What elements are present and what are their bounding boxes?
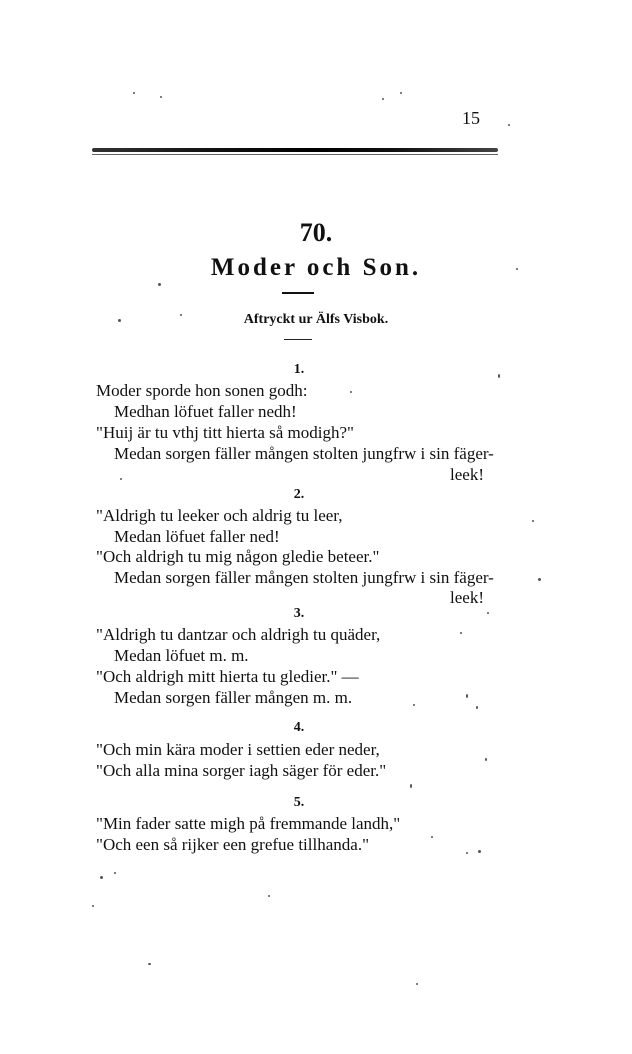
speck	[416, 983, 418, 985]
speck	[466, 694, 468, 698]
verse-line: "Aldrigh tu leeker och aldrig tu leer,	[96, 506, 343, 525]
verse-line: "Och alla mina sorger iagh säger för eder."	[96, 761, 387, 780]
speck	[410, 784, 412, 788]
song-title: Moder och Son.	[210, 254, 422, 281]
speck	[350, 391, 352, 393]
verse-refrain-line: Medan sorgen fäller mången m. m.	[114, 688, 353, 707]
speck	[148, 963, 151, 965]
stanza-number: 5.	[293, 795, 305, 810]
speck	[114, 872, 116, 874]
speck	[485, 758, 487, 761]
speck	[120, 478, 122, 480]
verse-line-continuation: leek!	[450, 465, 484, 484]
verse-line: "Aldrigh tu dantzar och aldrigh tu quäder,	[96, 625, 381, 644]
speck	[460, 632, 462, 634]
song-number: 70.	[299, 218, 333, 247]
header-rule	[92, 148, 498, 152]
verse-line-continuation: leek!	[450, 588, 484, 607]
speck	[532, 520, 534, 522]
page-number: 15	[462, 108, 480, 128]
speck	[268, 895, 270, 897]
header-rule-shadow	[92, 154, 498, 155]
verse-line: "Huij är tu vthj titt hierta så modigh?"	[96, 423, 354, 442]
speck	[180, 314, 182, 316]
speck	[508, 124, 510, 126]
speck	[100, 876, 103, 879]
verse-refrain-line: Medan sorgen fäller mången stolten jungfrw i sin fäger-	[114, 444, 494, 463]
speck	[478, 850, 481, 853]
speck	[476, 706, 478, 709]
verse-refrain-line: Medan löfuet faller ned!	[114, 527, 280, 546]
verse-refrain-line: Medhan löfuet faller nedh!	[114, 402, 297, 421]
verse-refrain-line: Medan sorgen fäller mången stolten jungfrw i sin fäger-	[114, 568, 494, 587]
speck	[382, 98, 384, 100]
speck	[516, 268, 518, 270]
verse-line: "Och min kära moder i settien eder neder,	[96, 740, 380, 759]
speck	[158, 283, 161, 286]
speck	[431, 836, 433, 838]
speck	[133, 92, 135, 94]
speck	[160, 96, 162, 98]
speck	[400, 92, 402, 94]
speck	[498, 374, 500, 378]
speck	[538, 578, 541, 581]
stanza-number: 1.	[293, 362, 305, 377]
source-divider	[284, 339, 312, 340]
verse-line: "Och aldrigh mitt hierta tu gledier." —	[96, 667, 359, 686]
speck	[466, 852, 468, 854]
stanza-number: 2.	[293, 487, 305, 502]
speck	[92, 905, 94, 907]
verse-line: Moder sporde hon sonen godh:	[96, 381, 308, 400]
title-divider	[282, 292, 314, 294]
verse-line: "Och een så rijker een grefue tillhanda."	[96, 835, 370, 854]
speck	[118, 319, 121, 322]
speck	[487, 612, 489, 614]
verse-line: "Min fader satte migh på fremmande landh,"	[96, 814, 401, 833]
source-attribution: Aftryckt ur Älfs Visbok.	[243, 312, 389, 327]
verse-line: "Och aldrigh tu mig någon gledie beteer."	[96, 547, 380, 566]
verse-refrain-line: Medan löfuet m. m.	[114, 646, 249, 665]
stanza-number: 4.	[293, 720, 305, 735]
stanza-number: 3.	[293, 606, 305, 621]
speck	[413, 704, 415, 706]
